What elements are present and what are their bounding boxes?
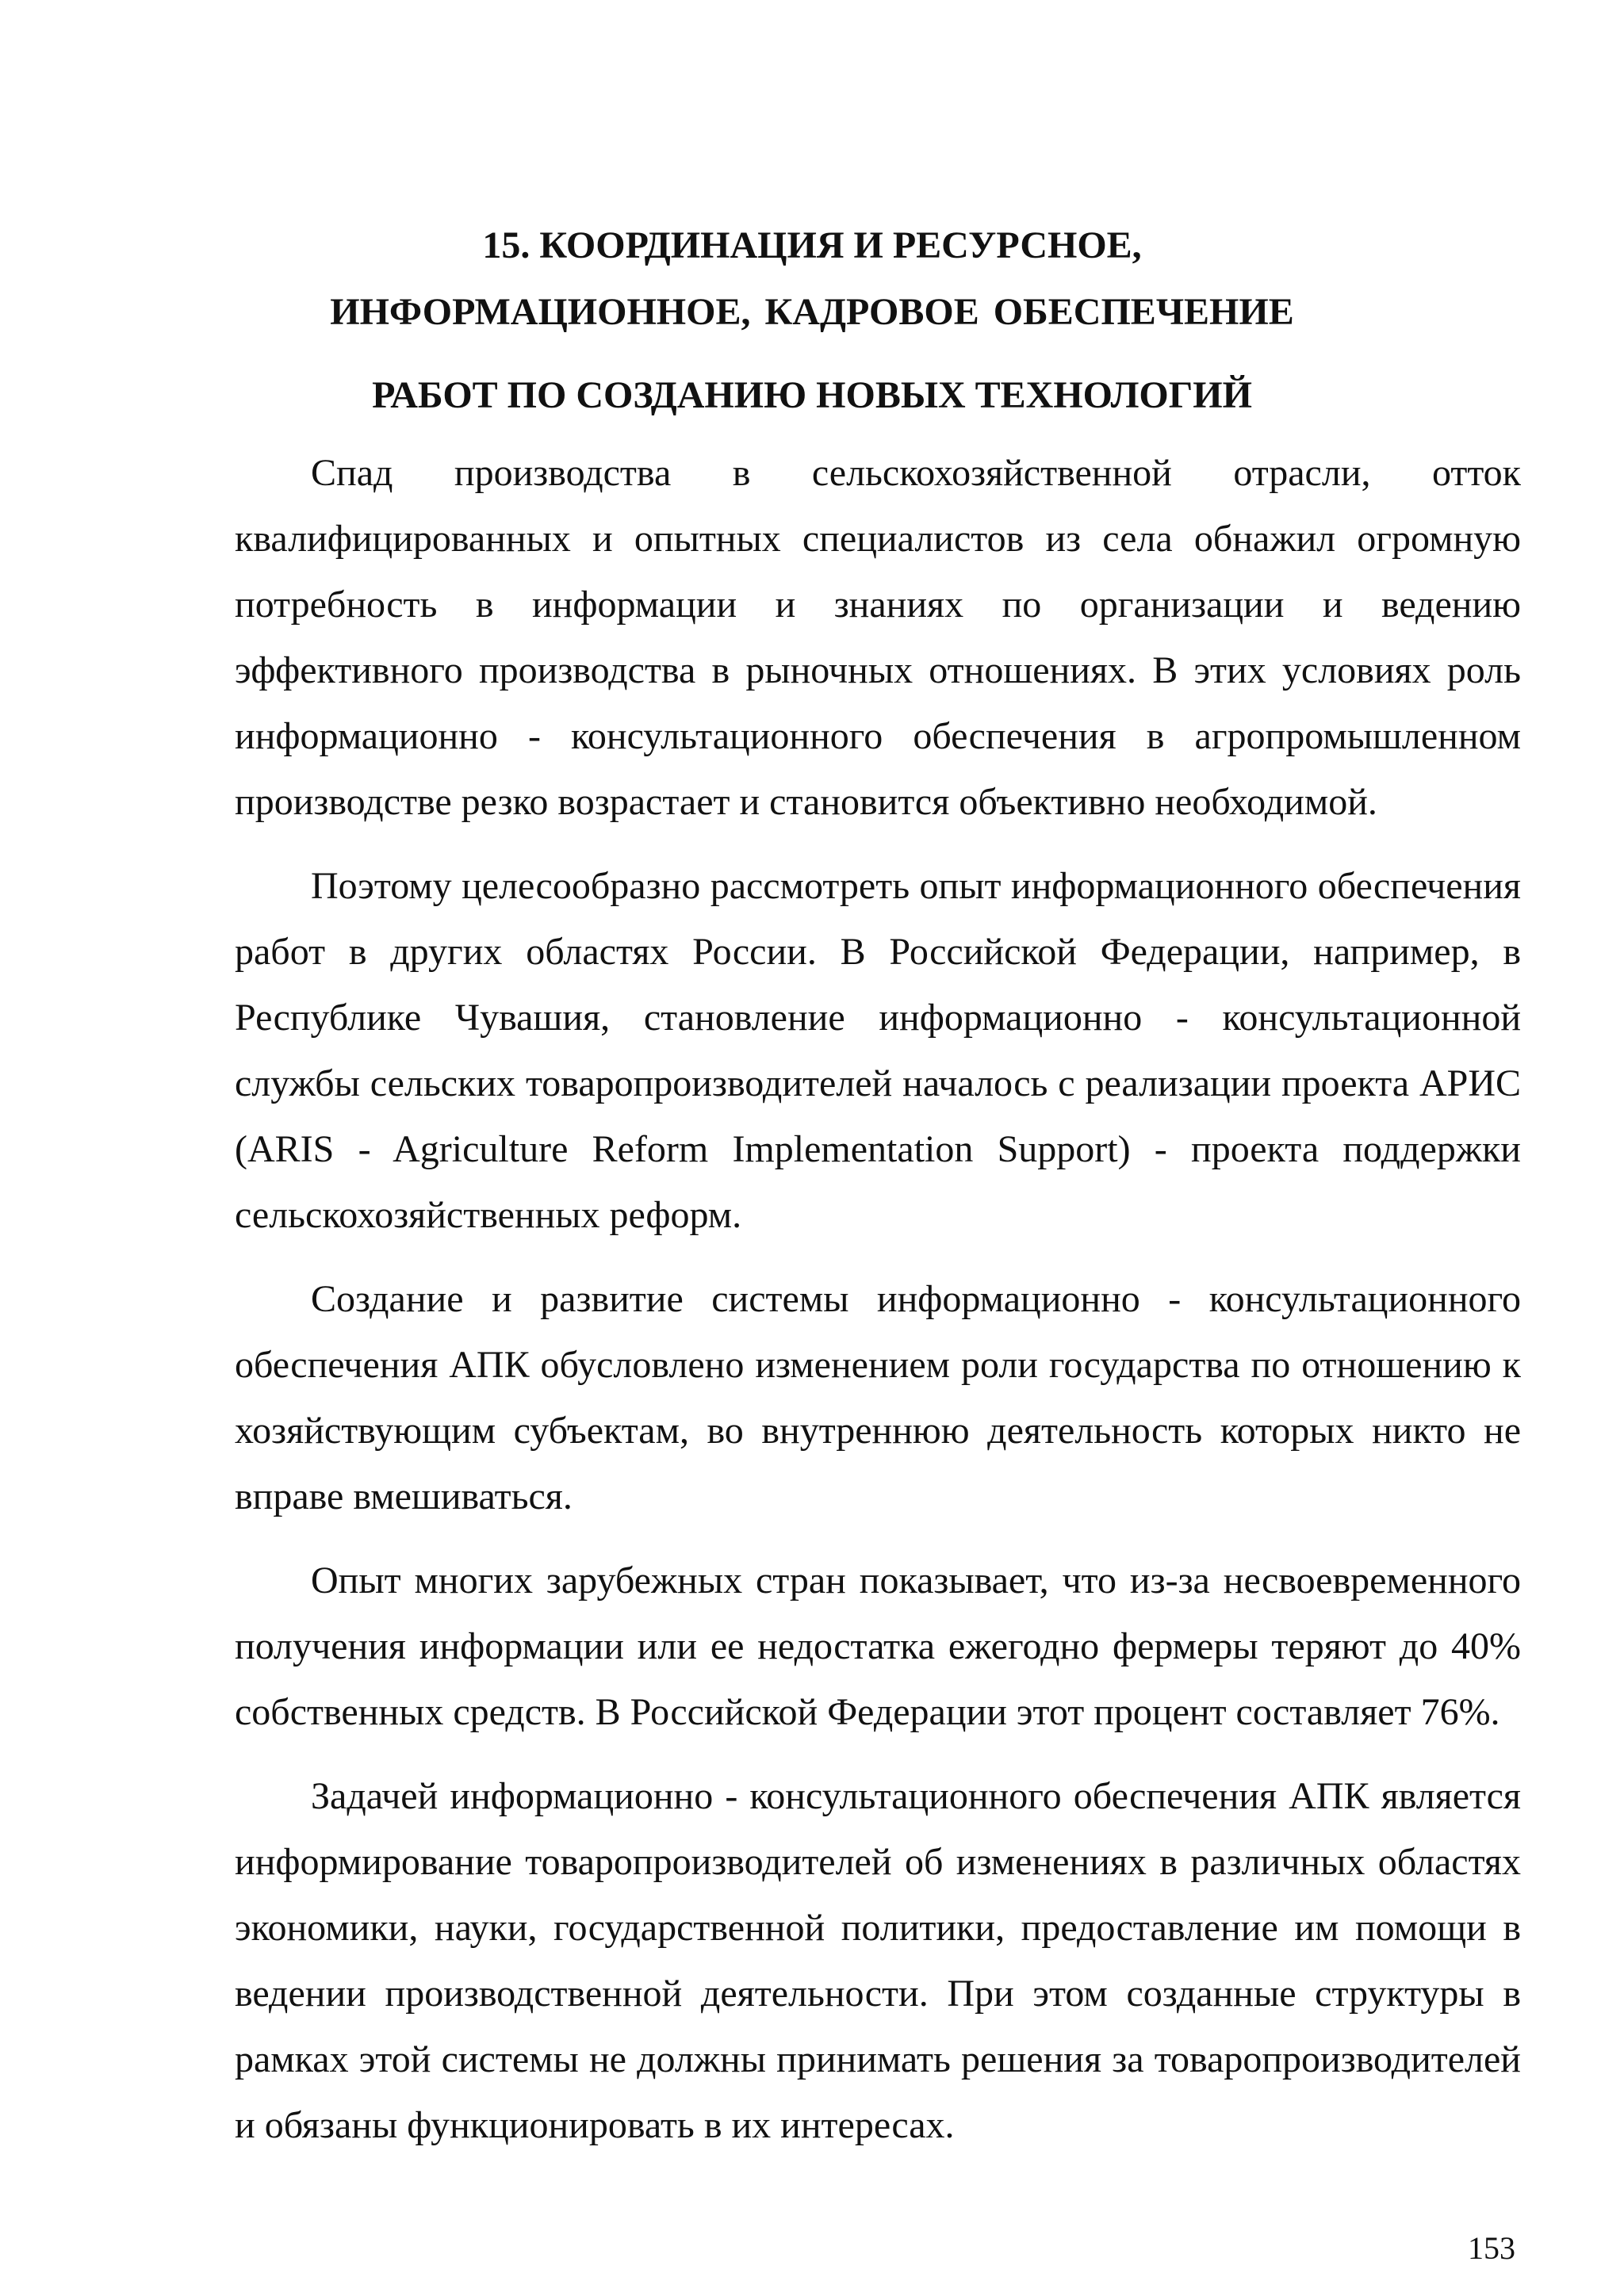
paragraph-5: Задачей информационно - консультационного обеспечения АПК является информирование товаропроизводителей об изменениях в различных областях экономики, науки, государственной политики, предоставление им помощи в ведении производственной деятельности. При этом созданные структуры в рамках этой системы не должны принимать решения за товаропроизводителей и обязаны функционировать в их интересах. [235,1775,1521,2146]
section-title-line-2: ИНФОРМАЦИОННОЕ, КАДРОВОЕ ОБЕСПЕЧЕНИЕ [330,291,1294,333]
paragraph-1: Спад производства в сельскохозяйственной отрасли, отток квалифицированных и опытных специалистов из села обнажил огромную потребность в информации и знаниях по организации и ведению эффективного производства в рыночных отношениях. В этих условиях роль информационно - консультационного обеспечения в агропромышленном производстве резко возрастает и становится объективно необходимой. [235,452,1521,823]
paragraph-3: Создание и развитие системы информационно - консультационного обеспечения АПК обусловлено изменением роли государства по отношению к хозяйствующим субъектам, во внутреннюю деятельность которых никто не вправе вмешиваться. [235,1278,1521,1517]
section-title-line-1: 15. КООРДИНАЦИЯ И РЕСУРСНОЕ, [482,224,1142,266]
page-number: 153 [1468,2230,1515,2266]
section-title-line-3: РАБОТ ПО СОЗДАНИЮ НОВЫХ ТЕХНОЛОГИЙ [372,374,1252,416]
body-text [235,440,1521,2158]
paragraph-2: Поэтому целесообразно рассмотреть опыт информационного обеспечения работ в других областях России. В Российской Федерации, например, в Республике Чувашия, становление информационно - консультационной службы сельских товаропроизводителей началось с реализации проекта АРИС (ARIS - Agriculture Reform Implementation Support) - проекта поддержки сельскохозяйственных реформ. [235,865,1521,1236]
paragraph-4: Опыт многих зарубежных стран показывает, что из-за несвоевременного получения информации или ее недостатка ежегодно фермеры теряют до 40% собственных средств. В Российской Федерации этот процент составляет 76%. [235,1559,1521,1733]
